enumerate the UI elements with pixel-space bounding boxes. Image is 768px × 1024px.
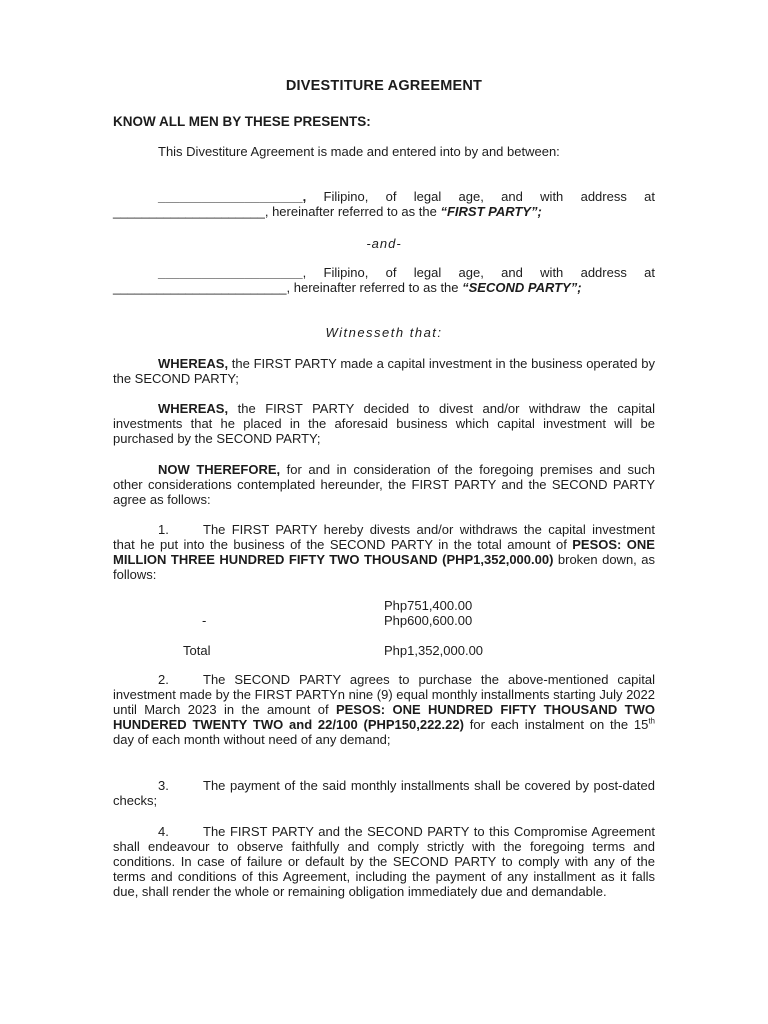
clause-number: 2.: [158, 672, 169, 687]
and-separator: -and-: [366, 236, 402, 251]
second-party-address-blank: ________________________: [113, 280, 287, 295]
breakdown-amount-2: Php600,600.00: [384, 613, 473, 628]
second-party-name-blank: ____________________: [158, 265, 303, 280]
intro-paragraph: This Divestiture Agreement is made and entered into by and between:: [158, 144, 560, 159]
clause-4: 4. The FIRST PARTY and the SECOND PARTY to this Compromise Agreement shall endeavour to observe faithfully and comply strictly with the foregoing terms and conditions. In case of failure or default by the SECOND PARTY to comply with any of the terms and conditions of this Agreement, including the payment of any installment as it falls due, shall render the whole or remaining obligation immediately due and demandable.: [113, 824, 655, 899]
clause-number: 1.: [158, 522, 169, 537]
witnesseth-heading: Witnesseth that:: [325, 325, 443, 340]
whereas-paragraph-2: WHEREAS, the FIRST PARTY decided to divest and/or withdraw the capital investments that he placed in the aforesaid business which capital investment will be purchased by the SECOND PARTY;: [113, 401, 655, 446]
second-party-label: “SECOND PARTY”;: [462, 280, 582, 295]
whereas-paragraph-1: WHEREAS, the FIRST PARTY made a capital investment in the business operated by the SECOND PARTY;: [113, 356, 655, 386]
first-party-label: “FIRST PARTY”;: [440, 204, 542, 219]
breakdown-amount-1: Php751,400.00: [384, 598, 473, 613]
clause-1: 1. The FIRST PARTY hereby divests and/or withdraws the capital investment that he put into the business of the SECOND PARTY in the total amount of PESOS: ONE MILLION THREE HUNDRED FIFTY TWO THOUSAND (PHP1,352,000.00) broken down, as follows:: [113, 522, 655, 582]
document-title: DIVESTITURE AGREEMENT: [285, 78, 483, 94]
first-party-address-blank: _____________________: [113, 204, 265, 219]
clause-number: 4.: [158, 824, 169, 839]
breakdown-total-label: Total: [183, 643, 211, 658]
second-party-paragraph: ____________________, Filipino, of legal age, and with address at ________________________, hereinafter referred to as the “SECOND PARTY”;: [113, 265, 655, 295]
clause-2: 2. The SECOND PARTY agrees to purchase the above-mentioned capital investment made by the FIRST PARTYn nine (9) equal monthly installments starting July 2022 until March 2023 in the amount of PESOS: ONE HUNDRED FIFTY THOUSAND TWO HUNDERED TWENTY TWO and 22/100 (PHP150,222.22) for each instalment on the 15th day of each month without need of any demand;: [113, 672, 656, 747]
clause-number: 3.: [158, 778, 169, 793]
first-party-name-blank: ____________________,: [158, 189, 307, 204]
know-all-heading: KNOW ALL MEN BY THESE PRESENTS:: [113, 114, 371, 129]
breakdown-total-amount: Php1,352,000.00: [384, 643, 484, 658]
breakdown-dash: -: [202, 613, 207, 628]
first-party-paragraph: ____________________, Filipino, of legal age, and with address at _____________________, hereinafter referred to as the “FIRST PARTY”;: [113, 189, 655, 219]
clause-3: 3. The payment of the said monthly installments shall be covered by post-dated checks;: [113, 778, 655, 808]
now-therefore-paragraph: NOW THEREFORE, for and in consideration of the foregoing premises and such other considerations contemplated hereunder, the FIRST PARTY and the SECOND PARTY agree as follows:: [113, 462, 655, 507]
